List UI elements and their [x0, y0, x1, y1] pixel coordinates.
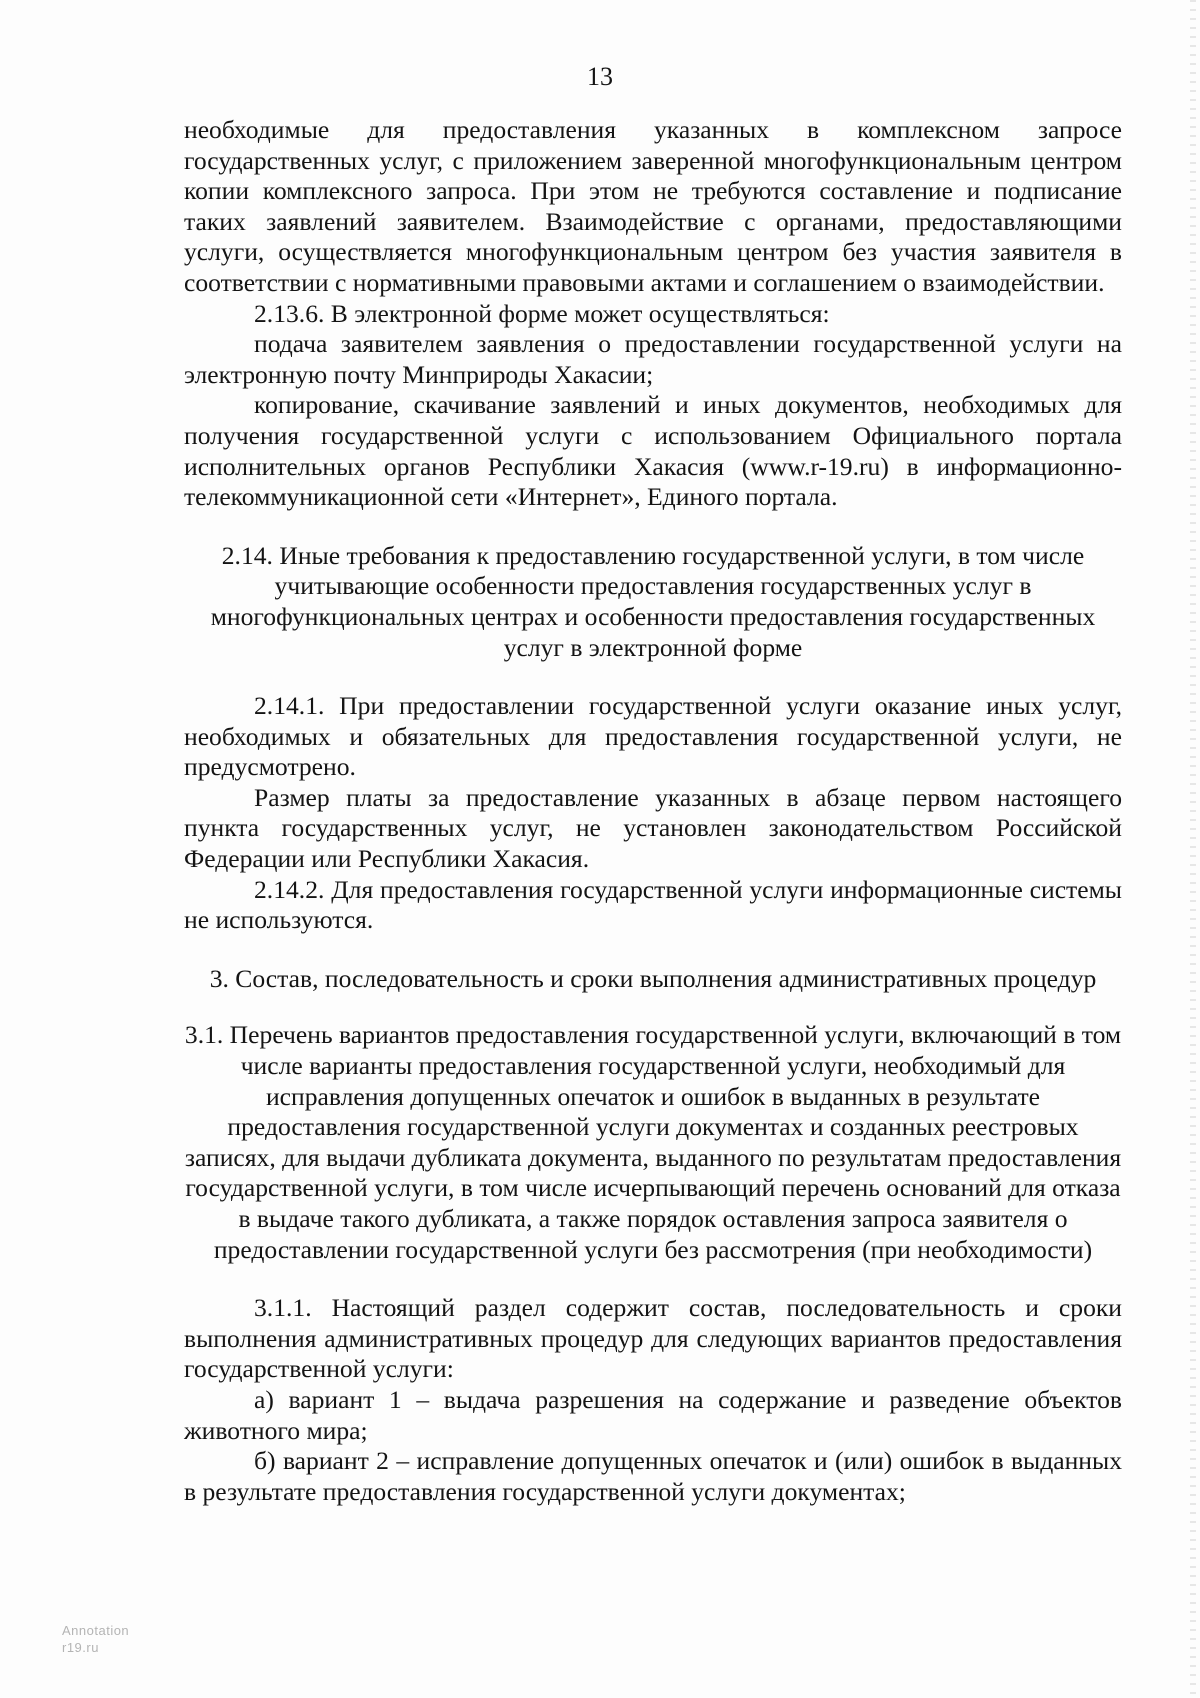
paragraph-email-submission: подача заявителем заявления о предоставлении государственной услуги на электронную почту Минприроды Хакасии;	[184, 329, 1122, 389]
paragraph-continuation: необходимые для предоставления указанных в комплексном запросе государственных услуг, с приложением заверенной многофункциональным центром копии комплексного запроса. При этом не требуются составление и подписание таких заявлений заявителем. Взаимодействие с органами, предоставляющими услуги, осуществляется многофункциональным центром без участия заявителя в соответствии с нормативными правовыми актами и соглашением о взаимодействии.	[184, 115, 1122, 297]
spacer	[184, 936, 1122, 964]
footer-stamp-line-2: r19.ru	[62, 1640, 99, 1655]
paragraph-2-14-2: 2.14.2. Для предоставления государственной услуги информационные системы не используются.	[184, 874, 1122, 935]
spacer	[184, 663, 1122, 691]
footer-stamp	[62, 1622, 129, 1656]
paragraph-copying-documents: копирование, скачивание заявлений и иных документов, необходимых для получения государственной услуги с использованием Официального портала исполнительных органов Республики Хакасия (www.r-19.ru) в информационно-телекоммуникационной сети «Интернет», Единого портала.	[184, 390, 1122, 512]
paragraph-2-13-6: 2.13.6. В электронной форме может осуществляться:	[254, 298, 830, 328]
spacer	[184, 513, 1122, 541]
spacer	[184, 994, 1122, 1020]
paragraph-variant-1: а) вариант 1 – выдача разрешения на содержание и разведение объектов животного мира;	[184, 1384, 1122, 1445]
spacer	[184, 1265, 1122, 1293]
paragraph-fee: Размер платы за предоставление указанных в абзаце первом настоящего пункта государственных услуг, не установлен законодательством Российской Федерации или Республики Хакасия.	[184, 782, 1122, 874]
footer-stamp-line-1: Annotation	[62, 1623, 130, 1638]
section-heading-3: 3. Состав, последовательность и сроки выполнения административных процедур	[209, 963, 1097, 993]
page-number: 13	[587, 62, 613, 91]
paragraph-2-14-1: 2.14.1. При предоставлении государственной услуги оказание иных услуг, необходимых и обязательных для предоставления государственной услуги, не предусмотрено.	[184, 691, 1122, 782]
document-body	[184, 115, 1122, 1507]
section-heading-3-1: 3.1. Перечень вариантов предоставления государственной услуги, включающий в том числе варианты предоставления государственной услуги, необходимый для исправления допущенных опечаток и ошибок в выданных в результате предоставления государственной услуги документах и созданных реестровых записях, для выдачи дубликата документа, выданного по результатам предоставления государственной услуги, в том числе исчерпывающий перечень оснований для отказа в выдаче такого дубликата, а также порядок оставления запроса заявителя о предоставлении государственной услуги без рассмотрения (при необходимости)	[184, 1020, 1122, 1264]
paragraph-variant-2: б) вариант 2 – исправление допущенных опечаток и (или) ошибок в выданных в результате предоставления государственной услуги документах;	[184, 1446, 1122, 1506]
scan-edge-marks	[1190, 0, 1196, 1698]
paragraph-3-1-1: 3.1.1. Настоящий раздел содержит состав, последовательность и сроки выполнения административных процедур для следующих вариантов предоставления государственной услуги:	[184, 1293, 1122, 1384]
section-heading-2-14: 2.14. Иные требования к предоставлению государственной услуги, в том числе учитывающие особенности предоставления государственных услуг в многофункциональных центрах и особенности предоставления государственных услуг в электронной форме	[210, 540, 1096, 662]
